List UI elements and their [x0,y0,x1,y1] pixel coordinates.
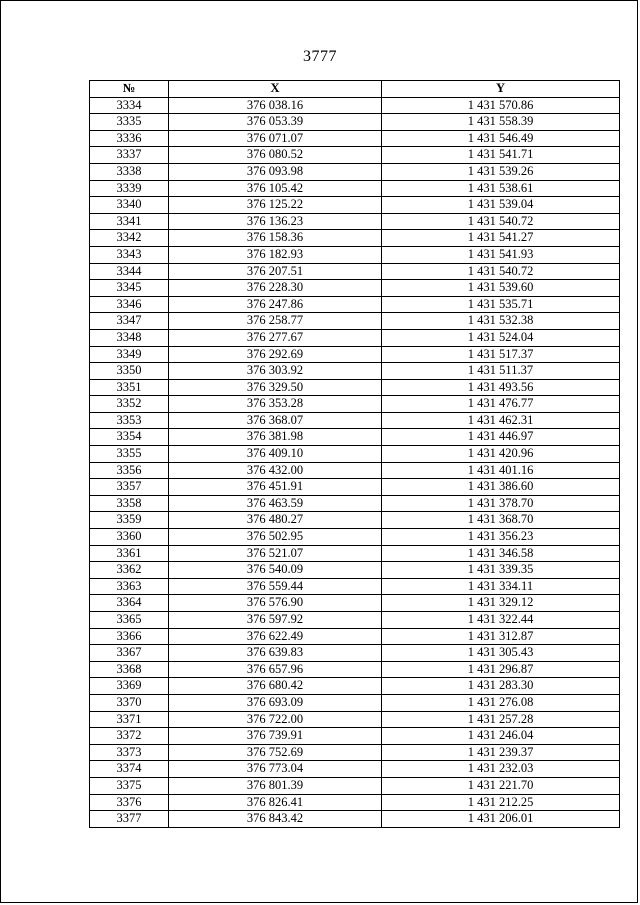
cell-x: 376 657.96 [169,661,382,678]
table-row [90,661,620,678]
cell-number: 3356 [90,462,169,479]
table-row [90,446,620,463]
cell-number: 3367 [90,645,169,662]
cell-number: 3374 [90,761,169,778]
cell-y: 1 431 386.60 [382,479,620,496]
cell-x: 376 093.98 [169,163,382,180]
cell-y: 1 431 312.87 [382,628,620,645]
cell-y: 1 431 540.72 [382,263,620,280]
cell-x: 376 801.39 [169,777,382,794]
cell-number: 3365 [90,612,169,629]
header-number: № [90,81,169,98]
table-row [90,97,620,114]
cell-y: 1 431 546.49 [382,130,620,147]
cell-x: 376 752.69 [169,744,382,761]
cell-y: 1 431 558.39 [382,114,620,131]
cell-number: 3350 [90,363,169,380]
cell-y: 1 431 346.58 [382,545,620,562]
table-row [90,479,620,496]
cell-x: 376 432.00 [169,462,382,479]
cell-y: 1 431 541.93 [382,246,620,263]
cell-x: 376 409.10 [169,446,382,463]
table-row [90,230,620,247]
cell-number: 3348 [90,329,169,346]
table-row [90,147,620,164]
cell-y: 1 431 535.71 [382,296,620,313]
cell-number: 3338 [90,163,169,180]
cell-x: 376 258.77 [169,313,382,330]
cell-y: 1 431 541.71 [382,147,620,164]
cell-number: 3344 [90,263,169,280]
table-row [90,612,620,629]
cell-x: 376 105.42 [169,180,382,197]
cell-number: 3345 [90,280,169,297]
cell-x: 376 368.07 [169,412,382,429]
cell-y: 1 431 257.28 [382,711,620,728]
table-row [90,761,620,778]
cell-y: 1 431 212.25 [382,794,620,811]
cell-y: 1 431 239.37 [382,744,620,761]
table-row [90,114,620,131]
cell-number: 3349 [90,346,169,363]
cell-y: 1 431 511.37 [382,363,620,380]
cell-number: 3353 [90,412,169,429]
cell-x: 376 277.67 [169,329,382,346]
cell-number: 3351 [90,379,169,396]
cell-y: 1 431 283.30 [382,678,620,695]
table-row [90,578,620,595]
table-row [90,811,620,828]
cell-number: 3364 [90,595,169,612]
table-row [90,628,620,645]
table-row [90,379,620,396]
cell-y: 1 431 232.03 [382,761,620,778]
cell-x: 376 247.86 [169,296,382,313]
cell-x: 376 125.22 [169,197,382,214]
cell-y: 1 431 539.04 [382,197,620,214]
cell-x: 376 228.30 [169,280,382,297]
cell-number: 3343 [90,246,169,263]
table-row [90,246,620,263]
table-row [90,412,620,429]
cell-number: 3369 [90,678,169,695]
cell-y: 1 431 401.16 [382,462,620,479]
cell-number: 3341 [90,213,169,230]
cell-y: 1 431 329.12 [382,595,620,612]
table-row [90,694,620,711]
cell-number: 3363 [90,578,169,595]
cell-number: 3371 [90,711,169,728]
table-row [90,645,620,662]
cell-y: 1 431 540.72 [382,213,620,230]
table-row [90,296,620,313]
cell-y: 1 431 356.23 [382,529,620,546]
cell-x: 376 680.42 [169,678,382,695]
table-row [90,130,620,147]
cell-x: 376 622.49 [169,628,382,645]
cell-y: 1 431 446.97 [382,429,620,446]
cell-number: 3377 [90,811,169,828]
cell-y: 1 431 322.44 [382,612,620,629]
table-row [90,595,620,612]
table-row [90,562,620,579]
table-row [90,180,620,197]
table-row [90,396,620,413]
cell-y: 1 431 378.70 [382,495,620,512]
cell-number: 3375 [90,777,169,794]
cell-y: 1 431 539.26 [382,163,620,180]
cell-y: 1 431 420.96 [382,446,620,463]
cell-number: 3366 [90,628,169,645]
cell-y: 1 431 517.37 [382,346,620,363]
table-row [90,197,620,214]
header-x: X [169,81,382,98]
table-row [90,329,620,346]
cell-y: 1 431 368.70 [382,512,620,529]
cell-x: 376 136.23 [169,213,382,230]
cell-x: 376 480.27 [169,512,382,529]
cell-x: 376 739.91 [169,728,382,745]
cell-number: 3358 [90,495,169,512]
cell-number: 3337 [90,147,169,164]
table-row [90,263,620,280]
cell-number: 3360 [90,529,169,546]
table-row [90,777,620,794]
cell-y: 1 431 206.01 [382,811,620,828]
table-row [90,529,620,546]
table-row [90,512,620,529]
cell-number: 3354 [90,429,169,446]
cell-y: 1 431 524.04 [382,329,620,346]
cell-number: 3359 [90,512,169,529]
cell-number: 3357 [90,479,169,496]
cell-number: 3362 [90,562,169,579]
cell-number: 3368 [90,661,169,678]
table-row [90,363,620,380]
table-row [90,711,620,728]
cell-number: 3336 [90,130,169,147]
coordinates-table [89,80,620,828]
table-row [90,163,620,180]
cell-y: 1 431 276.08 [382,694,620,711]
cell-x: 376 451.91 [169,479,382,496]
cell-x: 376 158.36 [169,230,382,247]
cell-x: 376 303.92 [169,363,382,380]
cell-number: 3361 [90,545,169,562]
cell-number: 3376 [90,794,169,811]
cell-number: 3340 [90,197,169,214]
cell-x: 376 639.83 [169,645,382,662]
cell-x: 376 381.98 [169,429,382,446]
table-row [90,346,620,363]
cell-x: 376 207.51 [169,263,382,280]
table-body [90,97,620,827]
cell-number: 3335 [90,114,169,131]
table-row [90,545,620,562]
cell-x: 376 463.59 [169,495,382,512]
cell-number: 3347 [90,313,169,330]
table-header [90,81,620,98]
table-row [90,728,620,745]
cell-x: 376 826.41 [169,794,382,811]
cell-y: 1 431 541.27 [382,230,620,247]
cell-number: 3346 [90,296,169,313]
cell-x: 376 353.28 [169,396,382,413]
cell-y: 1 431 246.04 [382,728,620,745]
cell-number: 3339 [90,180,169,197]
table-row [90,280,620,297]
cell-x: 376 329.50 [169,379,382,396]
cell-number: 3355 [90,446,169,463]
table-row [90,462,620,479]
cell-x: 376 521.07 [169,545,382,562]
cell-x: 376 053.39 [169,114,382,131]
cell-number: 3373 [90,744,169,761]
cell-y: 1 431 296.87 [382,661,620,678]
cell-y: 1 431 476.77 [382,396,620,413]
cell-y: 1 431 538.61 [382,180,620,197]
cell-number: 3370 [90,694,169,711]
cell-x: 376 182.93 [169,246,382,263]
cell-number: 3342 [90,230,169,247]
cell-x: 376 540.09 [169,562,382,579]
table-row [90,744,620,761]
header-y: Y [382,81,620,98]
cell-x: 376 038.16 [169,97,382,114]
cell-x: 376 597.92 [169,612,382,629]
cell-x: 376 080.52 [169,147,382,164]
cell-y: 1 431 570.86 [382,97,620,114]
cell-number: 3352 [90,396,169,413]
table-row [90,313,620,330]
cell-x: 376 773.04 [169,761,382,778]
cell-y: 1 431 339.35 [382,562,620,579]
cell-number: 3372 [90,728,169,745]
cell-y: 1 431 221.70 [382,777,620,794]
table-row [90,429,620,446]
cell-y: 1 431 539.60 [382,280,620,297]
cell-y: 1 431 334.11 [382,578,620,595]
cell-y: 1 431 305.43 [382,645,620,662]
page-number: 3777 [303,48,337,65]
table-row [90,495,620,512]
cell-y: 1 431 493.56 [382,379,620,396]
cell-x: 376 576.90 [169,595,382,612]
table-row [90,213,620,230]
cell-y: 1 431 532.38 [382,313,620,330]
cell-x: 376 071.07 [169,130,382,147]
table-row [90,794,620,811]
cell-x: 376 843.42 [169,811,382,828]
cell-x: 376 292.69 [169,346,382,363]
cell-number: 3334 [90,97,169,114]
cell-x: 376 502.95 [169,529,382,546]
cell-x: 376 722.00 [169,711,382,728]
cell-x: 376 693.09 [169,694,382,711]
table-row [90,678,620,695]
cell-y: 1 431 462.31 [382,412,620,429]
header-row [90,81,620,98]
cell-x: 376 559.44 [169,578,382,595]
